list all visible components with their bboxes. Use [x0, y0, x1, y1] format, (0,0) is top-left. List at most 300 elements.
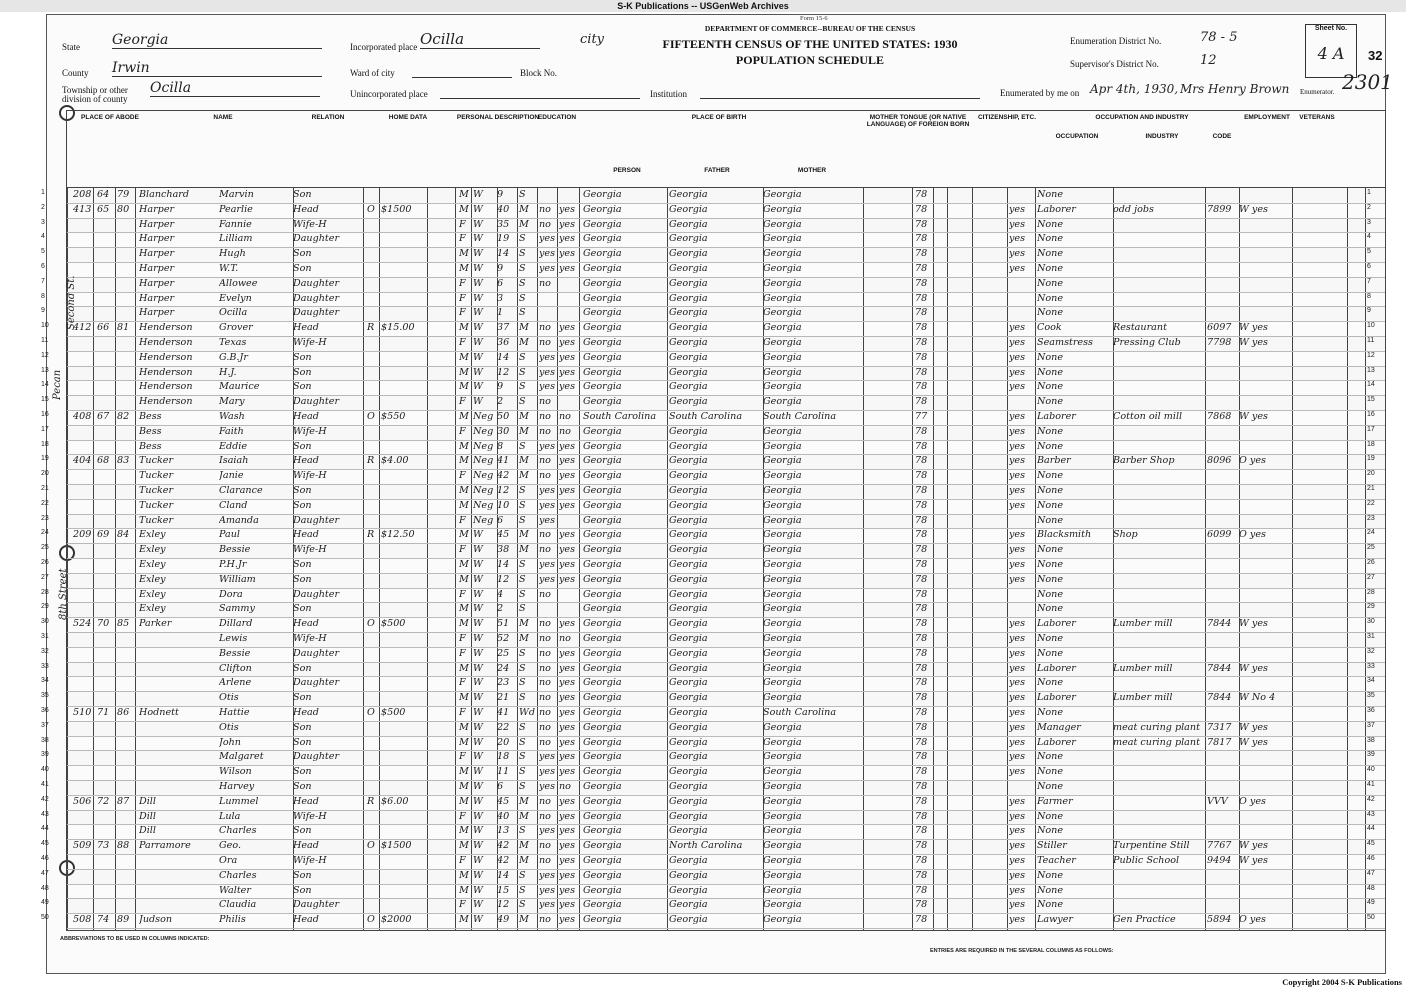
- cell-rn-right: 22: [1367, 499, 1375, 507]
- cell-code: 78: [915, 529, 928, 541]
- cell-birth-father: Georgia: [669, 692, 708, 704]
- cell-rn-right: 33: [1367, 662, 1375, 670]
- cell-english: yes: [1009, 218, 1026, 230]
- cell-school: yes: [539, 263, 556, 274]
- cell-race: W: [473, 766, 483, 778]
- cell-birth-mother: Georgia: [763, 351, 802, 363]
- cell-race: W: [473, 322, 483, 334]
- cell-first-name: Otis: [219, 721, 239, 733]
- col-relation: RELATION: [311, 114, 345, 121]
- cell-read: yes: [559, 322, 576, 334]
- cell-rn-right: 9: [1367, 307, 1371, 315]
- cell-relation: Son: [293, 366, 312, 378]
- cell-english: yes: [1009, 248, 1026, 260]
- cell-marital: M: [519, 810, 529, 822]
- margin-note-pecan: Pecan: [52, 369, 63, 400]
- cell-code: 78: [915, 692, 928, 704]
- cell-family: 70: [97, 618, 110, 630]
- table-row: [41, 188, 1385, 204]
- cell-occ-code: 7899: [1207, 203, 1232, 215]
- cell-first-name: Clifton: [219, 662, 252, 674]
- cell-rn-right: 3: [1367, 218, 1371, 226]
- institution-line: [700, 89, 980, 99]
- cell-birth-father: Georgia: [669, 810, 708, 822]
- cell-birth-father: Georgia: [669, 766, 708, 778]
- cell-birth-person: Georgia: [583, 633, 622, 644]
- cell-relation: Son: [293, 189, 312, 200]
- cell-school: yes: [539, 351, 556, 363]
- cell-birth-person: Georgia: [583, 322, 622, 334]
- cell-rn-left: 14: [41, 381, 49, 389]
- cell-birth-mother: Georgia: [763, 396, 802, 408]
- cell-birth-father: Georgia: [669, 795, 708, 807]
- table-row: [41, 824, 1385, 840]
- cell-first-name: John: [219, 736, 241, 748]
- cell-rn-left: 16: [41, 411, 49, 418]
- cell-family: 71: [97, 707, 110, 718]
- cell-occupation: None: [1037, 884, 1064, 896]
- cell-occ-code: 7817: [1207, 736, 1232, 748]
- cell-birth-mother: Georgia: [763, 810, 802, 822]
- cell-last-name: Henderson: [139, 396, 193, 408]
- cell-age: 13: [497, 825, 510, 837]
- cell-code: 78: [915, 825, 928, 837]
- cell-sex: M: [459, 440, 469, 452]
- cell-birth-person: Georgia: [583, 499, 622, 511]
- cell-value: $15.00: [381, 322, 415, 334]
- cell-age: 45: [497, 529, 510, 541]
- table-row: [41, 366, 1385, 382]
- cell-relation: Wife-H: [293, 218, 327, 230]
- cell-age: 6: [497, 277, 504, 289]
- cell-race: W: [473, 840, 483, 852]
- table-row: [41, 750, 1385, 766]
- cell-owned: O: [367, 840, 375, 852]
- cell-first-name: Walter: [219, 884, 251, 896]
- cell-relation: Son: [293, 721, 312, 733]
- cell-rn-left: 19: [41, 455, 49, 463]
- cell-age: 51: [497, 618, 510, 630]
- col-code: CODE: [1212, 133, 1232, 140]
- cell-read: yes: [559, 810, 576, 822]
- cell-read: yes: [559, 470, 576, 482]
- cell-sex: F: [459, 277, 466, 289]
- cell-last-name: Tucker: [139, 514, 174, 526]
- state-label: State: [62, 42, 80, 52]
- cell-school: no: [539, 810, 551, 822]
- cell-work: W yes: [1239, 721, 1268, 733]
- cell-marital: M: [519, 411, 529, 422]
- cell-code: 78: [915, 781, 928, 792]
- cell-first-name: Dillard: [219, 618, 253, 630]
- cell-race: W: [473, 677, 483, 689]
- cell-english: yes: [1009, 751, 1026, 763]
- cell-read: yes: [559, 381, 576, 393]
- cell-work: W yes: [1239, 662, 1268, 674]
- cell-first-name: Ora: [219, 855, 238, 866]
- table-row: [41, 351, 1385, 367]
- cell-sex: M: [459, 573, 469, 585]
- col-home-data: HOME DATA: [388, 114, 428, 121]
- cell-occupation: None: [1037, 366, 1064, 378]
- cell-work: W yes: [1239, 337, 1268, 348]
- cell-age: 41: [497, 455, 510, 467]
- cell-rn-right: 1: [1367, 189, 1371, 196]
- cell-marital: M: [519, 337, 529, 348]
- cell-relation: Head: [293, 322, 319, 334]
- cell-school: no: [539, 337, 551, 348]
- cell-last-name: Tucker: [139, 485, 174, 496]
- cell-code: 78: [915, 810, 928, 822]
- sheet-label: Sheet No.: [1314, 25, 1348, 32]
- cell-relation: Daughter: [293, 751, 340, 763]
- cell-school: no: [539, 633, 551, 644]
- cell-marital: S: [519, 573, 526, 585]
- cell-rn-right: 39: [1367, 751, 1375, 759]
- cell-last-name: Judson: [139, 914, 173, 926]
- cell-marital: M: [519, 914, 529, 926]
- cell-birth-mother: Georgia: [763, 322, 802, 334]
- cell-english: yes: [1009, 440, 1026, 452]
- cell-industry: Cotton oil mill: [1113, 411, 1183, 422]
- cell-birth-mother: Georgia: [763, 914, 802, 926]
- table-row: [41, 499, 1385, 515]
- cell-english: yes: [1009, 662, 1026, 674]
- cell-sex: M: [459, 795, 469, 807]
- cell-rn-left: 47: [41, 869, 49, 877]
- cell-relation: Son: [293, 263, 312, 274]
- cell-industry: Lumber mill: [1113, 692, 1173, 704]
- cell-race: Neg: [473, 411, 494, 422]
- cell-last-name: Henderson: [139, 366, 193, 378]
- table-row: [41, 632, 1385, 648]
- cell-last-name: Tucker: [139, 499, 174, 511]
- cell-race: W: [473, 351, 483, 363]
- cell-occupation: None: [1037, 647, 1064, 659]
- cell-birth-mother: Georgia: [763, 869, 802, 881]
- cell-english: yes: [1009, 366, 1026, 378]
- cell-occupation: Laborer: [1037, 618, 1076, 630]
- cell-family-num: 87: [117, 795, 130, 807]
- cell-occ-code: 7798: [1207, 337, 1232, 348]
- cell-age: 2: [497, 396, 504, 408]
- cell-age: 52: [497, 633, 510, 644]
- cell-work: O yes: [1239, 795, 1266, 807]
- col-occupation: OCCUPATION: [1055, 133, 1099, 140]
- cell-read: yes: [559, 825, 576, 837]
- cell-birth-person: Georgia: [583, 825, 622, 837]
- cell-occupation: Laborer: [1037, 203, 1076, 215]
- cell-sex: M: [459, 381, 469, 393]
- col-name: NAME: [213, 114, 233, 121]
- cell-owned: O: [367, 411, 375, 422]
- cell-industry: Restaurant: [1113, 322, 1167, 334]
- cell-sex: M: [459, 455, 469, 467]
- cell-english: yes: [1009, 618, 1026, 630]
- cell-school: yes: [539, 233, 556, 245]
- cell-code: 78: [915, 736, 928, 748]
- cell-read: no: [559, 633, 571, 644]
- cell-read: no: [559, 411, 571, 422]
- cell-rn-right: 19: [1367, 455, 1375, 463]
- cell-rn-left: 22: [41, 499, 49, 507]
- cell-marital: S: [519, 751, 526, 763]
- cell-birth-father: Georgia: [669, 203, 708, 215]
- cell-age: 38: [497, 544, 510, 556]
- cell-first-name: Geo.: [219, 840, 241, 852]
- cell-race: W: [473, 233, 483, 245]
- cell-english: yes: [1009, 795, 1026, 807]
- cell-birth-person: Georgia: [583, 307, 622, 319]
- cell-sex: F: [459, 307, 466, 319]
- cell-occupation: None: [1037, 633, 1064, 644]
- cell-family: 64: [97, 189, 110, 200]
- cell-race: W: [473, 529, 483, 541]
- cell-english: yes: [1009, 633, 1026, 644]
- col-education: EDUCATION: [537, 114, 577, 121]
- cell-birth-father: Georgia: [669, 647, 708, 659]
- cell-read: yes: [559, 529, 576, 541]
- cell-read: yes: [559, 366, 576, 378]
- cell-read: yes: [559, 618, 576, 630]
- cell-birth-father: Georgia: [669, 736, 708, 748]
- cell-read: yes: [559, 692, 576, 704]
- table-row: [41, 218, 1385, 234]
- cell-marital: S: [519, 781, 526, 792]
- cell-marital: S: [519, 677, 526, 689]
- table-row: [41, 765, 1385, 781]
- cell-rn-left: 25: [41, 544, 49, 552]
- cell-sex: M: [459, 351, 469, 363]
- cell-read: yes: [559, 840, 576, 852]
- cell-rn-left: 20: [41, 470, 49, 478]
- township-value: Ocilla: [150, 80, 320, 97]
- cell-read: no: [559, 781, 571, 792]
- cell-birth-father: Georgia: [669, 603, 708, 615]
- cell-marital: M: [519, 322, 529, 334]
- cell-age: 1: [497, 307, 504, 319]
- cell-relation: Head: [293, 203, 319, 215]
- cell-value: $4.00: [381, 455, 409, 467]
- cell-sex: M: [459, 662, 469, 674]
- cell-rn-right: 46: [1367, 855, 1375, 862]
- cell-birth-mother: Georgia: [763, 263, 802, 274]
- cell-age: 21: [497, 692, 510, 704]
- cell-first-name: Hugh: [219, 248, 246, 260]
- cell-owned: O: [367, 914, 375, 926]
- cell-occupation: None: [1037, 381, 1064, 393]
- cell-occupation: None: [1037, 899, 1064, 911]
- cell-birth-mother: Georgia: [763, 677, 802, 689]
- cell-work: W yes: [1239, 322, 1268, 334]
- cell-first-name: Maurice: [219, 381, 260, 393]
- schedule-title: POPULATION SCHEDULE: [735, 53, 885, 67]
- cell-dwelling: 506: [73, 795, 92, 807]
- cell-rn-right: 26: [1367, 559, 1375, 566]
- cell-birth-father: Georgia: [669, 499, 708, 511]
- cell-relation: Head: [293, 840, 319, 852]
- cell-race: Neg: [473, 440, 494, 452]
- cell-school: no: [539, 277, 551, 289]
- cell-code: 78: [915, 470, 928, 482]
- cell-birth-father: Georgia: [669, 292, 708, 304]
- table-row: [41, 721, 1385, 737]
- cell-occ-code: 7844: [1207, 692, 1232, 704]
- cell-race: W: [473, 884, 483, 896]
- supervisor-label: Supervisor's District No.: [1070, 59, 1159, 69]
- cell-birth-father: Georgia: [669, 677, 708, 689]
- margin-note-second-st: Second St.: [66, 275, 77, 330]
- cell-occupation: None: [1037, 677, 1064, 689]
- cell-birth-mother: Georgia: [763, 233, 802, 245]
- cell-owned: R: [367, 795, 375, 807]
- cell-birth-mother: Georgia: [763, 573, 802, 585]
- cell-code: 78: [915, 795, 928, 807]
- cell-relation: Daughter: [293, 277, 340, 289]
- cell-occupation: None: [1037, 218, 1064, 230]
- cell-birth-mother: Georgia: [763, 588, 802, 600]
- cell-age: 6: [497, 781, 504, 792]
- cell-age: 35: [497, 218, 510, 230]
- cell-age: 12: [497, 573, 510, 585]
- cell-first-name: Janie: [219, 470, 244, 482]
- cell-work: O yes: [1239, 455, 1266, 467]
- cell-rn-left: 48: [41, 884, 49, 892]
- cell-family: 72: [97, 795, 110, 807]
- cell-owned: R: [367, 322, 375, 334]
- cell-code: 78: [915, 499, 928, 511]
- table-row: [41, 469, 1385, 485]
- cell-birth-father: Georgia: [669, 366, 708, 378]
- cell-marital: S: [519, 366, 526, 378]
- cell-sex: M: [459, 248, 469, 260]
- cell-read: yes: [559, 573, 576, 585]
- cell-school: no: [539, 677, 551, 689]
- cell-sex: M: [459, 736, 469, 748]
- cell-birth-father: Georgia: [669, 351, 708, 363]
- cell-first-name: Allowee: [219, 277, 258, 289]
- cell-read: yes: [559, 263, 576, 274]
- cell-family-num: 86: [117, 707, 130, 718]
- cell-rn-left: 8: [41, 292, 45, 300]
- table-row: [41, 262, 1385, 278]
- cell-sex: M: [459, 499, 469, 511]
- cell-code: 78: [915, 307, 928, 319]
- cell-marital: S: [519, 514, 526, 526]
- cell-relation: Son: [293, 662, 312, 674]
- cell-marital: M: [519, 544, 529, 556]
- cell-birth-father: Georgia: [669, 662, 708, 674]
- cell-first-name: G.B.Jr: [219, 351, 248, 363]
- col-employment: EMPLOYMENT: [1244, 114, 1290, 121]
- cell-marital: M: [519, 618, 529, 630]
- cell-last-name: Exley: [139, 603, 166, 615]
- cell-rn-right: 4: [1367, 233, 1371, 241]
- cell-occ-code: 6099: [1207, 529, 1232, 541]
- cell-school: no: [539, 647, 551, 659]
- cell-sex: M: [459, 366, 469, 378]
- cell-rn-right: 24: [1367, 529, 1375, 537]
- cell-english: yes: [1009, 529, 1026, 541]
- cell-family-num: 80: [117, 203, 130, 215]
- cell-rn-left: 32: [41, 647, 49, 655]
- cell-sex: M: [459, 721, 469, 733]
- table-row: [41, 913, 1385, 929]
- cell-english: yes: [1009, 677, 1026, 689]
- cell-last-name: Bess: [139, 440, 162, 452]
- cell-read: yes: [559, 855, 576, 866]
- cell-code: 78: [915, 233, 928, 245]
- cell-marital: S: [519, 485, 526, 496]
- table-row: [41, 558, 1385, 574]
- cell-marital: S: [519, 277, 526, 289]
- cell-birth-mother: Georgia: [763, 647, 802, 659]
- cell-code: 78: [915, 203, 928, 215]
- cell-birth-person: Georgia: [583, 766, 622, 778]
- institution-label: Institution: [650, 89, 688, 99]
- cell-birth-mother: Georgia: [763, 248, 802, 260]
- cell-rn-right: 43: [1367, 810, 1375, 818]
- cell-rn-left: 42: [41, 795, 49, 803]
- cell-sex: F: [459, 707, 466, 718]
- cell-age: 4: [497, 588, 504, 600]
- cell-marital: S: [519, 647, 526, 659]
- cell-school: no: [539, 470, 551, 482]
- cell-age: 6: [497, 514, 504, 526]
- cell-race: Neg: [473, 514, 494, 526]
- cell-english: yes: [1009, 810, 1026, 822]
- cell-read: yes: [559, 544, 576, 556]
- cell-relation: Son: [293, 499, 312, 511]
- block-label: Block No.: [520, 68, 557, 78]
- cell-read: yes: [559, 751, 576, 763]
- cell-dwelling: 408: [73, 411, 92, 422]
- cell-rn-right: 17: [1367, 425, 1375, 433]
- cell-industry: Pressing Club: [1113, 337, 1181, 348]
- cell-birth-person: Georgia: [583, 647, 622, 659]
- cell-read: yes: [559, 218, 576, 230]
- cell-work: W yes: [1239, 411, 1268, 422]
- cell-sex: F: [459, 633, 466, 644]
- cell-first-name: Claudia: [219, 899, 257, 911]
- cell-rn-right: 40: [1367, 766, 1375, 774]
- cell-birth-mother: Georgia: [763, 514, 802, 526]
- cell-owned: R: [367, 455, 375, 467]
- table-row: [41, 573, 1385, 589]
- cell-last-name: Harper: [139, 218, 175, 230]
- cell-first-name: Faith: [219, 425, 244, 437]
- cell-sex: M: [459, 884, 469, 896]
- cell-race: W: [473, 366, 483, 378]
- cell-birth-mother: Georgia: [763, 559, 802, 570]
- cell-owned: R: [367, 529, 375, 541]
- cell-sex: M: [459, 825, 469, 837]
- cell-rn-left: 50: [41, 914, 49, 922]
- cell-read: yes: [559, 707, 576, 718]
- cell-rn-right: 11: [1367, 337, 1375, 344]
- cell-school: no: [539, 411, 551, 422]
- cell-relation: Son: [293, 603, 312, 615]
- cell-relation: Son: [293, 869, 312, 881]
- cell-relation: Wife-H: [293, 633, 327, 644]
- cell-sex: M: [459, 914, 469, 926]
- cell-birth-mother: Georgia: [763, 381, 802, 393]
- cell-last-name: Exley: [139, 559, 166, 570]
- cell-age: 12: [497, 899, 510, 911]
- cell-first-name: Wash: [219, 411, 245, 422]
- cell-birth-person: Georgia: [583, 914, 622, 926]
- cell-code: 78: [915, 366, 928, 378]
